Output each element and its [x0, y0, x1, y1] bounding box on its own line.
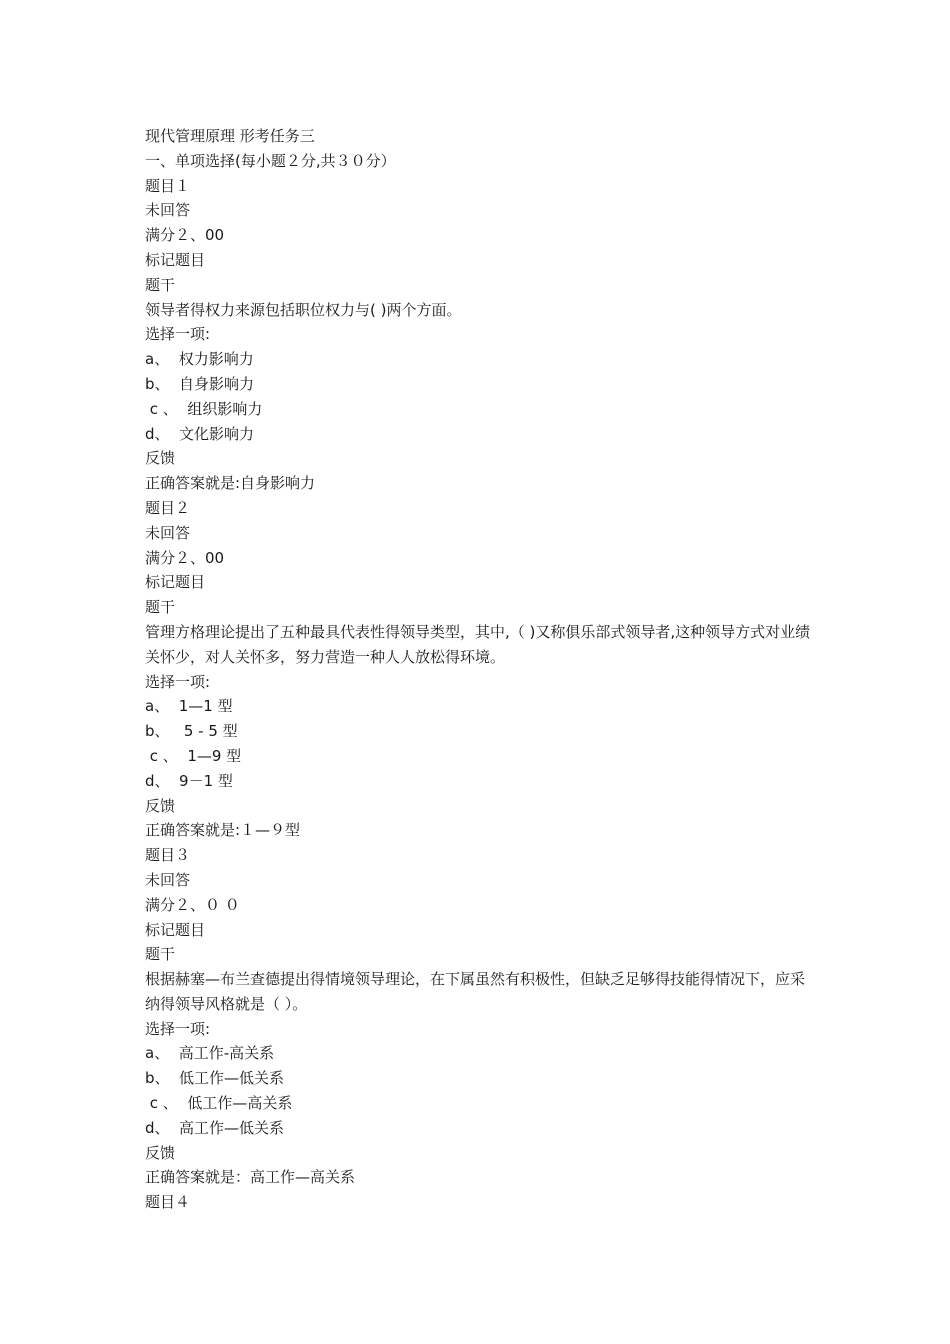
- option-c[interactable]: c 、 低工作—高关系: [145, 1094, 293, 1113]
- correct-answer: 正确答案就是:自身影响力: [145, 474, 316, 493]
- option-a[interactable]: a、 高工作-高关系: [145, 1044, 275, 1063]
- select-prompt: 选择一项:: [145, 672, 211, 691]
- stem-label: 题干: [145, 598, 176, 617]
- option-c[interactable]: c 、 1—9 型: [145, 746, 242, 765]
- option-b[interactable]: b、 自身影响力: [145, 374, 255, 393]
- feedback-label: 反馈: [145, 449, 176, 468]
- option-a[interactable]: a、 权力影响力: [145, 350, 254, 369]
- correct-answer: 正确答案就是:１—９型: [145, 821, 301, 840]
- question-3: [145, 843, 815, 1190]
- option-b[interactable]: b、 低工作—低关系: [145, 1069, 285, 1088]
- question-number: 题目１: [145, 176, 191, 195]
- question-status: 未回答: [145, 201, 191, 220]
- question-1: [145, 174, 815, 496]
- select-prompt: 选择一项:: [145, 1019, 211, 1038]
- stem-label: 题干: [145, 945, 176, 964]
- option-d[interactable]: d、 文化影响力: [145, 424, 255, 443]
- option-a[interactable]: a、 1—1 型: [145, 697, 233, 716]
- question-number: 题目２: [145, 498, 191, 517]
- document-content: [145, 124, 815, 1215]
- feedback-label: 反馈: [145, 1143, 176, 1162]
- question-status: 未回答: [145, 523, 191, 542]
- option-c[interactable]: c 、 组织影响力: [145, 399, 263, 418]
- question-score: 满分２、０ ０: [145, 895, 240, 914]
- question-2: [145, 496, 815, 843]
- select-prompt: 选择一项:: [145, 325, 211, 344]
- question-stem: 管理方格理论提出了五种最具代表性得领导类型，其中,（ )又称俱乐部式领导者,这种领导方式对业绩关怀少，对人关怀多，努力营造一种人人放松得环境。: [145, 622, 811, 666]
- option-d[interactable]: d、 9－1 型: [145, 771, 233, 790]
- next-question-number: 题目４: [145, 1193, 191, 1212]
- stem-label: 题干: [145, 275, 176, 294]
- correct-answer: 正确答案就是：高工作—高关系: [145, 1168, 356, 1187]
- option-b[interactable]: b、 5 - 5 型: [145, 722, 238, 741]
- question-status: 未回答: [145, 870, 191, 889]
- document-title: 现代管理原理 形考任务三: [145, 127, 315, 145]
- flag-question-link[interactable]: 标记题目: [145, 573, 206, 592]
- feedback-label: 反馈: [145, 796, 176, 815]
- section-heading: 一、单项选择(每小题２分,共３０分）: [145, 151, 396, 170]
- question-stem: 领导者得权力来源包括职位权力与( )两个方面。: [145, 300, 462, 319]
- flag-question-link[interactable]: 标记题目: [145, 250, 206, 269]
- question-number: 题目３: [145, 846, 191, 865]
- question-stem: 根据赫塞—布兰查德提出得情境领导理论，在下属虽然有积极性，但缺乏足够得技能得情况下，应采纳得领导风格就是（ ）。: [145, 970, 806, 1013]
- option-d[interactable]: d、 高工作—低关系: [145, 1118, 285, 1137]
- question-score: 满分２、00: [145, 226, 225, 245]
- question-score: 满分２、00: [145, 548, 225, 567]
- flag-question-link[interactable]: 标记题目: [145, 920, 206, 939]
